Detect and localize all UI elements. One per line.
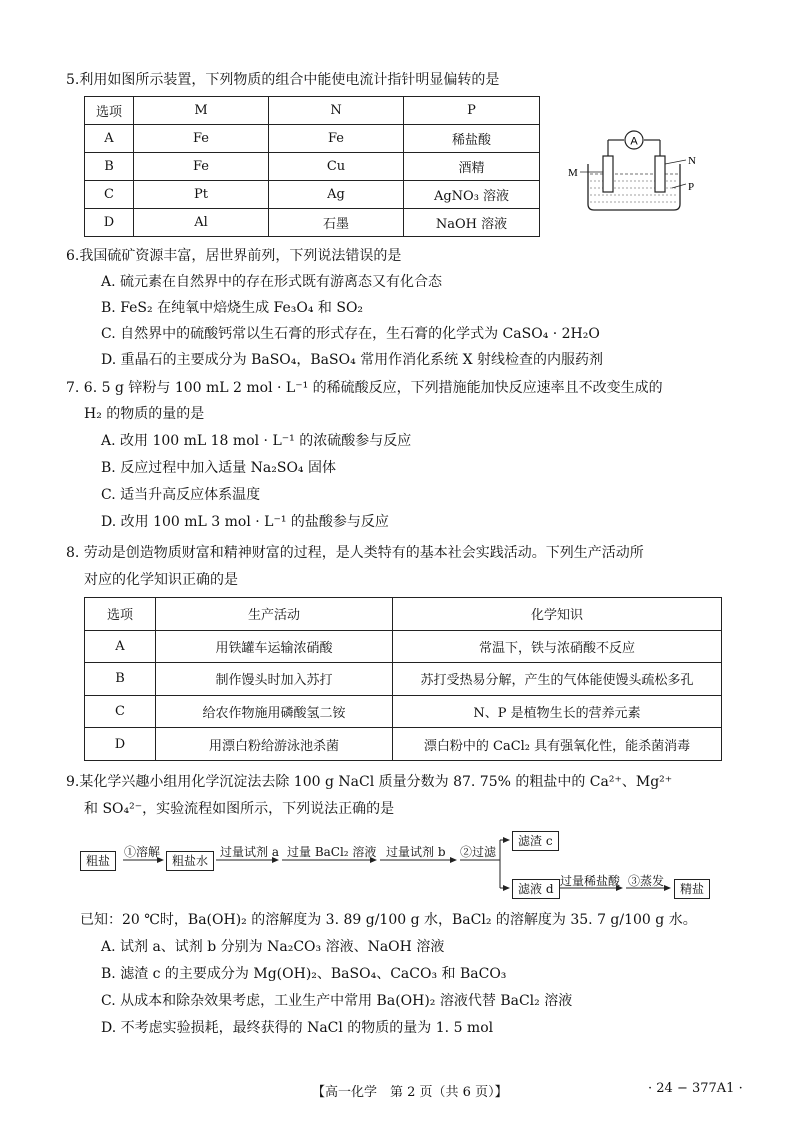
table-cell: 制作馒头时加入苏打 (156, 663, 393, 696)
q8-table (84, 597, 722, 761)
table-cell: Ag (269, 181, 404, 209)
table-header-row (85, 97, 540, 125)
step-dissolve-label: ①溶解 (124, 845, 161, 859)
q8-stem-continued: 对应的化学知识正确的是 (84, 572, 238, 588)
label-m: M (568, 167, 578, 179)
exam-code: · 24 − 377A1 · (648, 1081, 743, 1096)
electrode-n (655, 156, 665, 192)
q9-stem-continued: 和 SO₄²⁻，实验流程如图所示，下列说法正确的是 (84, 801, 395, 817)
header-cell: M (134, 97, 269, 125)
q9-option-d: D. 不考虑实验损耗，最终获得的 NaCl 的物质的量为 1. 5 mol (101, 1020, 494, 1036)
ammeter-label: A (630, 135, 638, 148)
header-cell: N (269, 97, 404, 125)
page-footer: 【高一化学 第 2 页（共 6 页）】 (312, 1085, 508, 1100)
table-cell: 给农作物施用磷酸氢二铵 (156, 695, 393, 728)
table-row (85, 209, 540, 237)
table-row (85, 630, 722, 663)
galvanic-cell-diagram (560, 124, 710, 224)
label-n: N (688, 155, 696, 167)
header-cell: P (404, 97, 540, 125)
q7-option-c: C. 适当升高反应体系温度 (101, 487, 261, 503)
filtrate-d-box: 滤液 d (512, 879, 560, 899)
brine-box: 粗盐水 (166, 851, 214, 871)
q8-stem: 8. 劳动是创造物质财富和精神财富的过程，是人类特有的基本社会实践活动。下列生产活动所 (66, 545, 644, 561)
table-cell: B (85, 153, 134, 181)
bacl2-label: 过量 BaCl₂ 溶液 (287, 845, 377, 859)
table-row (85, 695, 722, 728)
q6-option-b: B. FeS₂ 在纯氧中焙烧生成 Fe₃O₄ 和 SO₂ (101, 300, 364, 316)
table-cell: C (85, 695, 156, 728)
table-cell: D (85, 209, 134, 237)
table-cell: 常温下，铁与浓硝酸不反应 (393, 630, 722, 663)
q7-option-a: A. 改用 100 mL 18 mol · L⁻¹ 的浓硫酸参与反应 (101, 433, 412, 449)
table-cell: Fe (269, 125, 404, 153)
residue-c-box: 滤渣 c (512, 831, 559, 851)
header-cell: 选项 (85, 97, 134, 125)
table-row (85, 663, 722, 696)
header-cell: 选项 (85, 598, 156, 631)
q9-known: 已知：20 ℃时，Ba(OH)₂ 的溶解度为 3. 89 g/100 g 水，BaCl₂ 的溶解度为 35. 7 g/100 g 水。 (80, 912, 697, 928)
q7-stem: 7. 6. 5 g 锌粉与 100 mL 2 mol · L⁻¹ 的稀硫酸反应，下列措施能加快反应速率且不改变生成的 (66, 380, 663, 396)
hcl-label: 过量稀盐酸 (560, 874, 621, 888)
table-cell: A (85, 125, 134, 153)
beaker (588, 164, 680, 210)
q9-stem: 9.某化学兴趣小组用化学沉淀法去除 100 g NaCl 质量分数为 87. 75% 的粗盐中的 Ca²⁺、Mg²⁺ (66, 774, 673, 790)
table-cell: 用铁罐车运输浓硝酸 (156, 630, 393, 663)
reagent-a-label: 过量试剂 a (220, 845, 279, 859)
table-header-row (85, 598, 722, 631)
table-cell: AgNO₃ 溶液 (404, 181, 540, 209)
table-cell: 漂白粉中的 CaCl₂ 具有强氧化性，能杀菌消毒 (393, 728, 722, 761)
q6-stem: 6.我国硫矿资源丰富，居世界前列，下列说法错误的是 (66, 248, 402, 264)
table-cell: C (85, 181, 134, 209)
table-cell: 苏打受热易分解，产生的气体能使馒头疏松多孔 (393, 663, 722, 696)
header-cell: 生产活动 (156, 598, 393, 631)
table-cell: 酒精 (404, 153, 540, 181)
table-cell: B (85, 663, 156, 696)
q6-option-c: C. 自然界中的硫酸钙常以生石膏的形式存在，生石膏的化学式为 CaSO₄ · 2H₂O (101, 326, 600, 342)
table-cell: Al (134, 209, 269, 237)
table-cell: 石墨 (269, 209, 404, 237)
step-evaporate-label: ③蒸发 (628, 874, 665, 888)
q5-table (84, 96, 540, 237)
table-row (85, 728, 722, 761)
table-cell: D (85, 728, 156, 761)
q9-option-a: A. 试剂 a、试剂 b 分别为 Na₂CO₃ 溶液、NaOH 溶液 (101, 939, 445, 955)
table-row (85, 181, 540, 209)
q6-option-a: A. 硫元素在自然界中的存在形式既有游离态又有化合态 (101, 274, 443, 290)
table-cell: Pt (134, 181, 269, 209)
q6-option-d: D. 重晶石的主要成分为 BaSO₄，BaSO₄ 常用作消化系统 X 射线检查的内服药剂 (101, 352, 604, 368)
table-row (85, 125, 540, 153)
table-cell: A (85, 630, 156, 663)
q7-option-b: B. 反应过程中加入适量 Na₂SO₄ 固体 (101, 460, 336, 476)
label-p: P (688, 181, 695, 193)
table-cell: 用漂白粉给游泳池杀菌 (156, 728, 393, 761)
q7-option-d: D. 改用 100 mL 3 mol · L⁻¹ 的盐酸参与反应 (101, 514, 389, 530)
q7-stem-continued: H₂ 的物质的量的是 (84, 406, 205, 422)
table-cell: Fe (134, 153, 269, 181)
q5-stem: 5.利用如图所示装置，下列物质的组合中能使电流计指针明显偏转的是 (66, 72, 500, 88)
table-row (85, 153, 540, 181)
q9-option-c: C. 从成本和除杂效果考虑，工业生产中常用 Ba(OH)₂ 溶液代替 BaCl₂ 溶液 (101, 993, 573, 1009)
reagent-b-label: 过量试剂 b (386, 845, 446, 859)
table-cell: NaOH 溶液 (404, 209, 540, 237)
header-cell: 化学知识 (393, 598, 722, 631)
table-cell: Cu (269, 153, 404, 181)
step-filter-label: ②过滤 (460, 845, 497, 859)
table-cell: Fe (134, 125, 269, 153)
refined-salt-box: 精盐 (674, 879, 710, 899)
q9-option-b: B. 滤渣 c 的主要成分为 Mg(OH)₂、BaSO₄、CaCO₃ 和 BaCO₃ (101, 966, 507, 982)
crude-salt-box: 粗盐 (80, 851, 116, 871)
table-cell: 稀盐酸 (404, 125, 540, 153)
table-cell: N、P 是植物生长的营养元素 (393, 695, 722, 728)
electrode-m (603, 156, 613, 192)
